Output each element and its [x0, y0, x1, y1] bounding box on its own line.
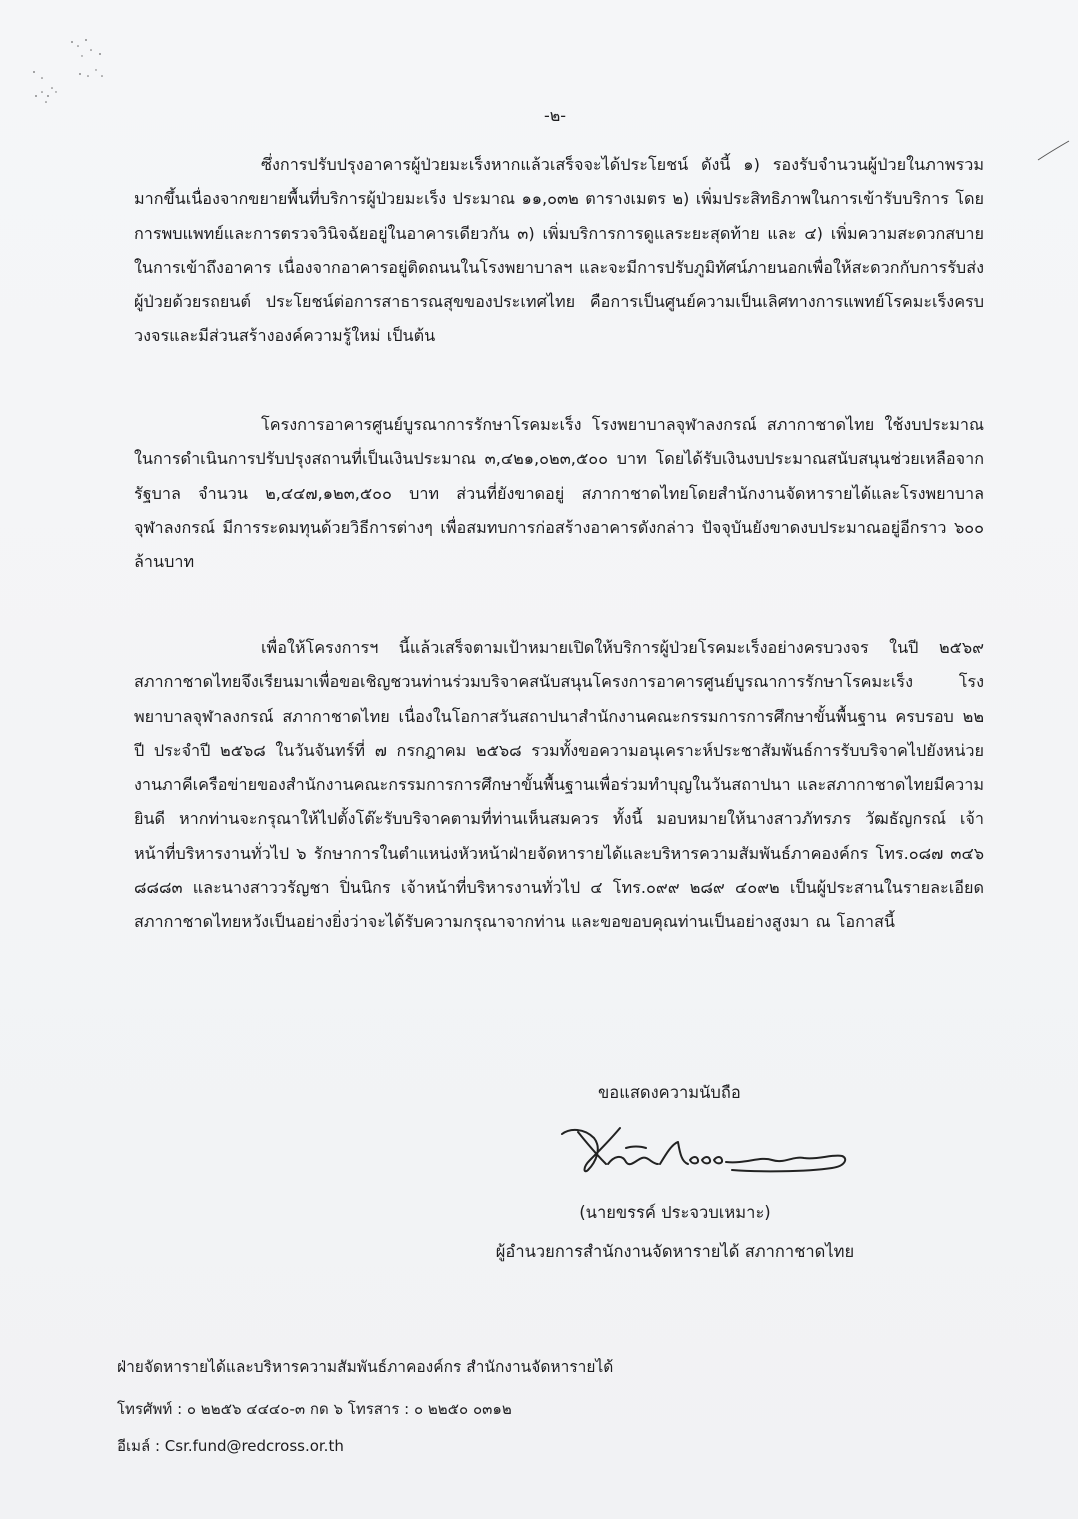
handwritten-signature: [556, 1120, 856, 1190]
body-paragraph-invitation: เพื่อให้โครงการฯ นี้แล้วเสร็จตามเป้าหมายเปิดให้บริการผู้ป่วยโรคมะเร็งอย่างครบวงจร ในปี ๒๕๖๙ สภากาชาดไทยจึงเรียนมาเพื่อขอเชิญชวนท่านร่วมบริจาคสนับสนุนโครงการอาคารศูนย์บูรณาการรักษาโรคมะเร็ง โรงพยาบาลจุฬาลงกรณ์ สภากาชาดไทย เนื่องในโอกาสวันสถาปนาสำนักงานคณะกรรมการการศึกษาขั้นพื้นฐาน ครบรอบ ๒๒ ปี ประจำปี ๒๕๖๘ ในวันจันทร์ที่ ๗ กรกฎาคม ๒๕๖๘ รวมทั้งขอความอนุเคราะห์ประชาสัมพันธ์การรับบริจาคไปยังหน่วยงานภาคีเครือข่ายของสำนักงานคณะกรรมการการศึกษาขั้นพื้นฐานเพื่อร่วมทำบุญในวันสถาปนา และสภากาชาดไทยมีความยินดี หากท่านจะกรุณาให้ไปตั้งโต๊ะรับบริจาคตามที่ท่านเห็นสมควร ทั้งนี้ มอบหมายให้นางสาวภัทรภร วัฒธัญกรณ์ เจ้าหน้าที่บริหารงานทั่วไป ๖ รักษาการในตำแหน่งหัวหน้าฝ่ายจัดหารายได้และบริหารความสัมพันธ์ภาคองค์กร โทร.๐๘๗ ๓๔๖ ๘๘๘๓ และนางสาววรัญชา ปิ่นนิกร เจ้าหน้าที่บริหารงานทั่วไป ๔ โทร.๐๙๙ ๒๘๙ ๔๐๙๒ เป็นผู้ประสานในรายละเอียด สภากาชาดไทยหวังเป็นอย่างยิ่งว่าจะได้รับความกรุณาจากท่าน และขอขอบคุณท่านเป็นอย่างสูงมา ณ โอกาสนี้: [134, 638, 984, 932]
page-number: -๒-: [543, 106, 567, 125]
body-paragraph-budget: โครงการอาคารศูนย์บูรณาการรักษาโรคมะเร็ง โรงพยาบาลจุฬาลงกรณ์ สภากาชาดไทย ใช้งบประมาณในการดำเนินการปรับปรุงสถานที่เป็นเงินประมาณ ๓,๔๒๑,๐๒๓,๕๐๐ บาท โดยได้รับเงินงบประมาณสนับสนุนช่วยเหลือจากรัฐบาล จำนวน ๒,๔๔๗,๑๒๓,๕๐๐ บาท ส่วนที่ยังขาดอยู่ สภากาชาดไทยโดยสำนักงานจัดหารายได้และโรงพยาบาลจุฬาลงกรณ์ มีการระดมทุนด้วยวิธีการต่างๆ เพื่อสมทบการก่อสร้างอาคารดังกล่าว ปัจจุบันยังขาดงบประมาณอยู่อีกราว ๖๐๐ ล้านบาท: [134, 415, 984, 572]
body-paragraph-benefits: ซึ่งการปรับปรุงอาคารผู้ป่วยมะเร็งหากแล้วเสร็จจะได้ประโยชน์ ดังนี้ ๑) รองรับจำนวนผู้ป่วยในภาพรวมมากขึ้นเนื่องจากขยายพื้นที่บริการผู้ป่วยมะเร็ง ประมาณ ๑๑,๐๓๒ ตารางเมตร ๒) เพิ่มประสิทธิภาพในการเข้ารับบริการ โดยการพบแพทย์และการตรวจวินิจฉัยอยู่ในอาคารเดียวกัน ๓) เพิ่มบริการการดูแลระยะสุดท้าย และ ๔) เพิ่มความสะดวกสบายในการเข้าถึงอาคาร เนื่องจากอาคารอยู่ติดถนนในโรงพยาบาลฯ และจะมีการปรับภูมิทัศน์ภายนอกเพื่อให้สะดวกกับการรับส่งผู้ป่วยด้วยรถยนต์ ประโยชน์ต่อการสาธารณสุขของประเทศไทย คือการเป็นศูนย์ความเป็นเลิศทางการแพทย์โรคมะเร็งครบวงจรและมีส่วนสร้างองค์ความรู้ใหม่ เป็นต้น: [134, 155, 984, 346]
closing-salutation: ขอแสดงความนับถือ: [598, 1083, 741, 1102]
footer-department: ฝ่ายจัดหารายได้และบริหารความสัมพันธ์ภาคองค์กร สำนักงานจัดหารายได้: [117, 1358, 614, 1376]
signer-title: ผู้อำนวยการสำนักงานจัดหารายได้ สภากาชาดไทย: [495, 1242, 855, 1261]
signer-name: (นายขรรค์ ประจวบเหมาะ): [579, 1203, 771, 1222]
footer-email: อีเมล์ : Csr.fund@redcross.or.th: [117, 1437, 344, 1455]
footer-phone: โทรศัพท์ : ๐ ๒๒๕๖ ๔๔๔๐-๓ กด ๖ โทรสาร : ๐ ๒๒๕๐ ๐๓๑๒: [117, 1400, 512, 1418]
pen-mark: [1036, 138, 1072, 164]
